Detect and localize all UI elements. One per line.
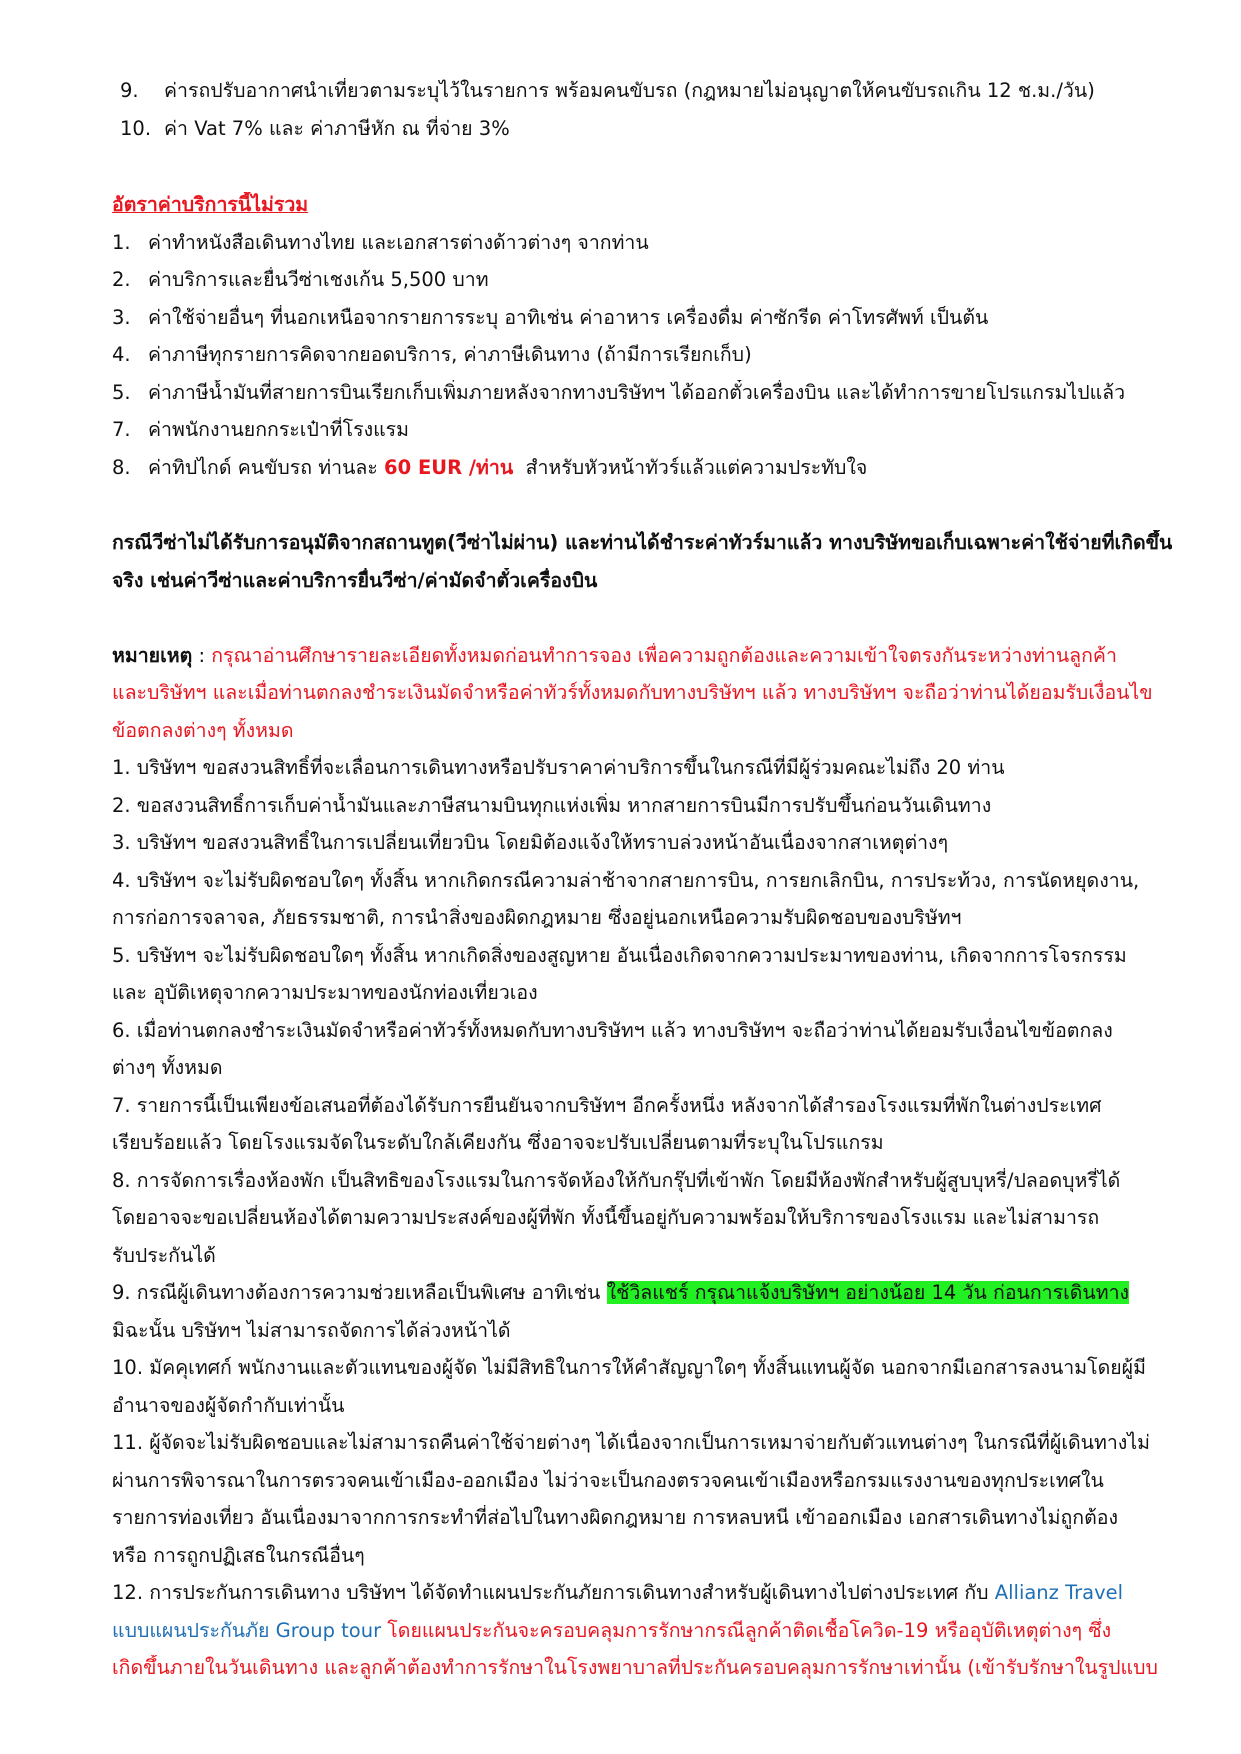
item-text: ค่า Vat 7% และ ค่าภาษีหัก ณ ที่จ่าย 3% — [164, 117, 510, 140]
item-text: ค่าบริการและยื่นวีซ่าเชงเก้น 5,500 บาท — [148, 268, 489, 291]
insurance-plan: แบบแผนประกันภัย Group tour — [112, 1619, 382, 1642]
item-number: 3. — [112, 306, 131, 329]
tip-text: ค่าทิปไกด์ คนขับรถ ท่านละ — [148, 456, 378, 479]
item-text: ค่าภาษีน้ำมันที่สายการบินเรียกเก็บเพิ่มภายหลังจากทางบริษัทฯ ได้ออกตั๋วเครื่องบิน และได้ทำการขายโปรแกรมไปแล้ว — [148, 381, 1126, 404]
remark-5-line2: และ อุบัติเหตุจากความประมาทของนักท่องเที่ยวเอง — [112, 981, 538, 1004]
included-item-9 — [120, 78, 1180, 104]
item-number: 7. — [112, 418, 131, 441]
remark-1: 1. บริษัทฯ ขอสงวนสิทธิ์ที่จะเลื่อนการเดินทางหรือปรับราคาค่าบริการขึ้นในกรณีที่มีผู้ร่วมคณะไม่ถึง 20 ท่าน — [112, 756, 1005, 779]
remark-9-text: 9. กรณีผู้เดินทางต้องการความช่วยเหลือเป็นพิเศษ อาทิเช่น — [112, 1281, 607, 1304]
remark-7-line1: 7. รายการนี้เป็นเพียงข้อเสนอที่ต้องได้รับการยืนยันจากบริษัทฯ อีกครั้งหนึ่ง หลังจากได้สำรองโรงแรมที่พักในต่างประเทศ — [112, 1094, 1102, 1117]
item-number: 5. — [112, 381, 131, 404]
remark-6-line1: 6. เมื่อท่านตกลงชำระเงินมัดจำหรือค่าทัวร์ทั้งหมดกับทางบริษัทฯ แล้ว ทางบริษัทฯ จะถือว่าท่านได้ยอมรับเงื่อนไขข้อตกลง — [112, 1019, 1113, 1042]
remark-3: 3. บริษัทฯ ขอสงวนสิทธิ์ในการเปลี่ยนเที่ยวบิน โดยมิต้องแจ้งให้ทราบล่วงหน้าอันเนื่องจากสาเหตุต่างๆ — [112, 831, 949, 854]
remark-12-line2 — [112, 1618, 1172, 1644]
remark-6-line2: ต่างๆ ทั้งหมด — [112, 1056, 223, 1079]
remark-5-line1: 5. บริษัทฯ จะไม่รับผิดชอบใดๆ ทั้งสิ้น หากเกิดสิ่งของสูญหาย อันเนื่องเกิดจากความประมาทของท่าน, เกิดจากการโจรกรรม — [112, 944, 1127, 967]
remark-4-line2: การก่อการจลาจล, ภัยธรรมชาติ, การนำสิ่งของผิดกฎหมาย ซึ่งอยู่นอกเหนือความรับผิดชอบของบริษัทฯ — [112, 906, 962, 929]
item-text: ค่าภาษีทุกรายการคิดจากยอดบริการ, ค่าภาษีเดินทาง (ถ้ามีการเรียกเก็บ) — [148, 343, 752, 366]
excluded-item-3 — [112, 305, 1172, 331]
remark-10-line1: 10. มัคคุเทศก์ พนักงานและตัวแทนของผู้จัด ไม่มีสิทธิในการให้คำสัญญาใดๆ ทั้งสิ้นแทนผู้จัด นอกจากมีเอกสารลงนามโดยผู้มี — [112, 1356, 1146, 1379]
remark-11-line2: ผ่านการพิจารณาในการตรวจคนเข้าเมือง-ออกเมือง ไม่ว่าจะเป็นกองตรวจคนเข้าเมืองหรือกรมแรงงานของทุกประเทศใน — [112, 1469, 1104, 1492]
remark-12-text: 12. การประกันการเดินทาง บริษัทฯ ได้จัดทำแผนประกันภัยการเดินทางสำหรับผู้เดินทางไปต่างประเทศ กับ — [112, 1581, 995, 1604]
item-text: ค่าใช้จ่ายอื่นๆ ที่นอกเหนือจากรายการระบุ อาทิเช่น ค่าอาหาร เครื่องดื่ม ค่าซักรีด ค่าโทรศัพท์ เป็นต้น — [148, 306, 989, 329]
tip-note: สำหรับหัวหน้าทัวร์แล้วแต่ความประทับใจ — [525, 456, 868, 479]
excluded-item-4 — [112, 342, 1172, 368]
remarks-intro-line2: และบริษัทฯ และเมื่อท่านตกลงชำระเงินมัดจำหรือค่าทัวร์ทั้งหมดกับทางบริษัทฯ แล้ว ทางบริษัทฯ จะถือว่าท่านได้ยอมรับเงื่อนไข — [112, 681, 1153, 704]
excluded-heading: อัตราค่าบริการนี้ไม่รวม — [112, 193, 309, 216]
remark-9-highlight: ใช้วิลแชร์ กรุณาแจ้งบริษัทฯ อย่างน้อย 14 วัน ก่อนการเดินทาง — [606, 1281, 1130, 1304]
remarks-intro-text: กรุณาอ่านศึกษารายละเอียดทั้งหมดก่อนทำการจอง เพื่อความถูกต้องและความเข้าใจตรงกันระหว่างท่านลูกค้า — [211, 644, 1117, 667]
insurance-coverage: โดยแผนประกันจะครอบคลุมการรักษากรณีลูกค้าติดเชื้อโควิด-19 หรืออุบัติเหตุต่างๆ ซึ่ง — [381, 1619, 1112, 1642]
remark-11-line4: หรือ การถูกปฏิเสธในกรณีอื่นๆ — [112, 1544, 365, 1567]
remark-7-line2: เรียบร้อยแล้ว โดยโรงแรมจัดในระดับใกล้เคียงกัน ซึ่งอาจจะปรับเปลี่ยนตามที่ระบุในโปรแกรม — [112, 1131, 884, 1154]
remark-2: 2. ขอสงวนสิทธิ์การเก็บค่าน้ำมันและภาษีสนามบินทุกแห่งเพิ่ม หากสายการบินมีการปรับขึ้นก่อนวันเดินทาง — [112, 794, 992, 817]
excluded-item-2 — [112, 267, 1172, 293]
visa-notice-line2: จริง เช่นค่าวีซ่าและค่าบริการยื่นวีซ่า/ค่ามัดจำตั๋วเครื่องบิน — [112, 569, 598, 592]
item-number: 2. — [112, 268, 131, 291]
item-number: 1. — [112, 231, 131, 254]
item-number: 8. — [112, 456, 131, 479]
remark-12-line1 — [112, 1580, 1172, 1606]
remark-8-line1: 8. การจัดการเรื่องห้องพัก เป็นสิทธิของโรงแรมในการจัดห้องให้กับกรุ๊ปที่เข้าพัก โดยมีห้องพักสำหรับผู้สูบบุหรี่/ปลอดบุหรี่ได้ — [112, 1169, 1121, 1192]
excluded-item-1 — [112, 230, 1172, 256]
item-number: 9. — [120, 79, 139, 102]
item-text: ค่ารถปรับอากาศนำเที่ยวตามระบุไว้ในรายการ พร้อมคนขับรถ (กฎหมายไม่อนุญาตให้คนขับรถเกิน 12 ช.ม./วัน) — [164, 79, 1095, 102]
item-number: 10. — [120, 117, 152, 140]
remark-11-line3: รายการท่องเที่ยว อันเนื่องมาจากการกระทำที่ส่อไปในทางผิดกฎหมาย การหลบหนี เข้าออกเมือง เอกสารเดินทางไม่ถูกต้อง — [112, 1506, 1118, 1529]
remark-11-line1: 11. ผู้จัดจะไม่รับผิดชอบและไม่สามารถคืนค่าใช้จ่ายต่างๆ ได้เนื่องจากเป็นการเหมาจ่ายกับตัวแทนต่างๆ ในกรณีที่ผู้เดินทางไม่ — [112, 1431, 1150, 1454]
remark-9-line2: มิฉะนั้น บริษัทฯ ไม่สามารถจัดการได้ล่วงหน้าได้ — [112, 1319, 511, 1342]
item-text: ค่าพนักงานยกกระเป๋าที่โรงแรม — [148, 418, 409, 441]
remarks-separator: : — [192, 644, 212, 667]
item-number: 4. — [112, 343, 131, 366]
tip-amount: 60 EUR /ท่าน — [384, 456, 514, 479]
remark-12-line3: เกิดขึ้นภายในวันเดินทาง และลูกค้าต้องทำการรักษาในโรงพยาบาลที่ประกันครอบคลุมการรักษาเท่านั้น (เข้ารับรักษาในรูปแบบ — [112, 1656, 1158, 1679]
excluded-item-8-tip — [112, 455, 1172, 481]
visa-notice-line1: กรณีวีซ่าไม่ได้รับการอนุมัติจากสถานทูต(วีซ่าไม่ผ่าน) และท่านได้ชำระค่าทัวร์มาแล้ว ทางบริษัทขอเก็บเฉพาะค่าใช้จ่ายที่เกิดขึ้น — [112, 531, 1172, 554]
item-text: ค่าทำหนังสือเดินทางไทย และเอกสารต่างด้าวต่างๆ จากท่าน — [148, 231, 649, 254]
remark-4-line1: 4. บริษัทฯ จะไม่รับผิดชอบใดๆ ทั้งสิ้น หากเกิดกรณีความล่าช้าจากสายการบิน, การยกเลิกบิน, การประท้วง, การนัดหยุดงาน, — [112, 869, 1140, 892]
remarks-label: หมายเหตุ — [112, 644, 193, 667]
remarks-intro-line1 — [112, 643, 1172, 669]
excluded-item-7 — [112, 417, 1172, 443]
remark-10-line2: อำนาจของผู้จัดกำกับเท่านั้น — [112, 1394, 345, 1417]
included-item-10 — [120, 116, 1180, 142]
excluded-item-5 — [112, 380, 1172, 406]
remark-9-line1 — [112, 1280, 1172, 1306]
remark-8-line2: โดยอาจจะขอเปลี่ยนห้องได้ตามความประสงค์ของผู้ที่พัก ทั้งนี้ขึ้นอยู่กับความพร้อมให้บริการของโรงแรม และไม่สามารถ — [112, 1206, 1100, 1229]
insurer-name: Allianz Travel — [994, 1581, 1124, 1604]
remark-8-line3: รับประกันได้ — [112, 1244, 216, 1267]
remarks-intro-line3: ข้อตกลงต่างๆ ทั้งหมด — [112, 719, 294, 742]
